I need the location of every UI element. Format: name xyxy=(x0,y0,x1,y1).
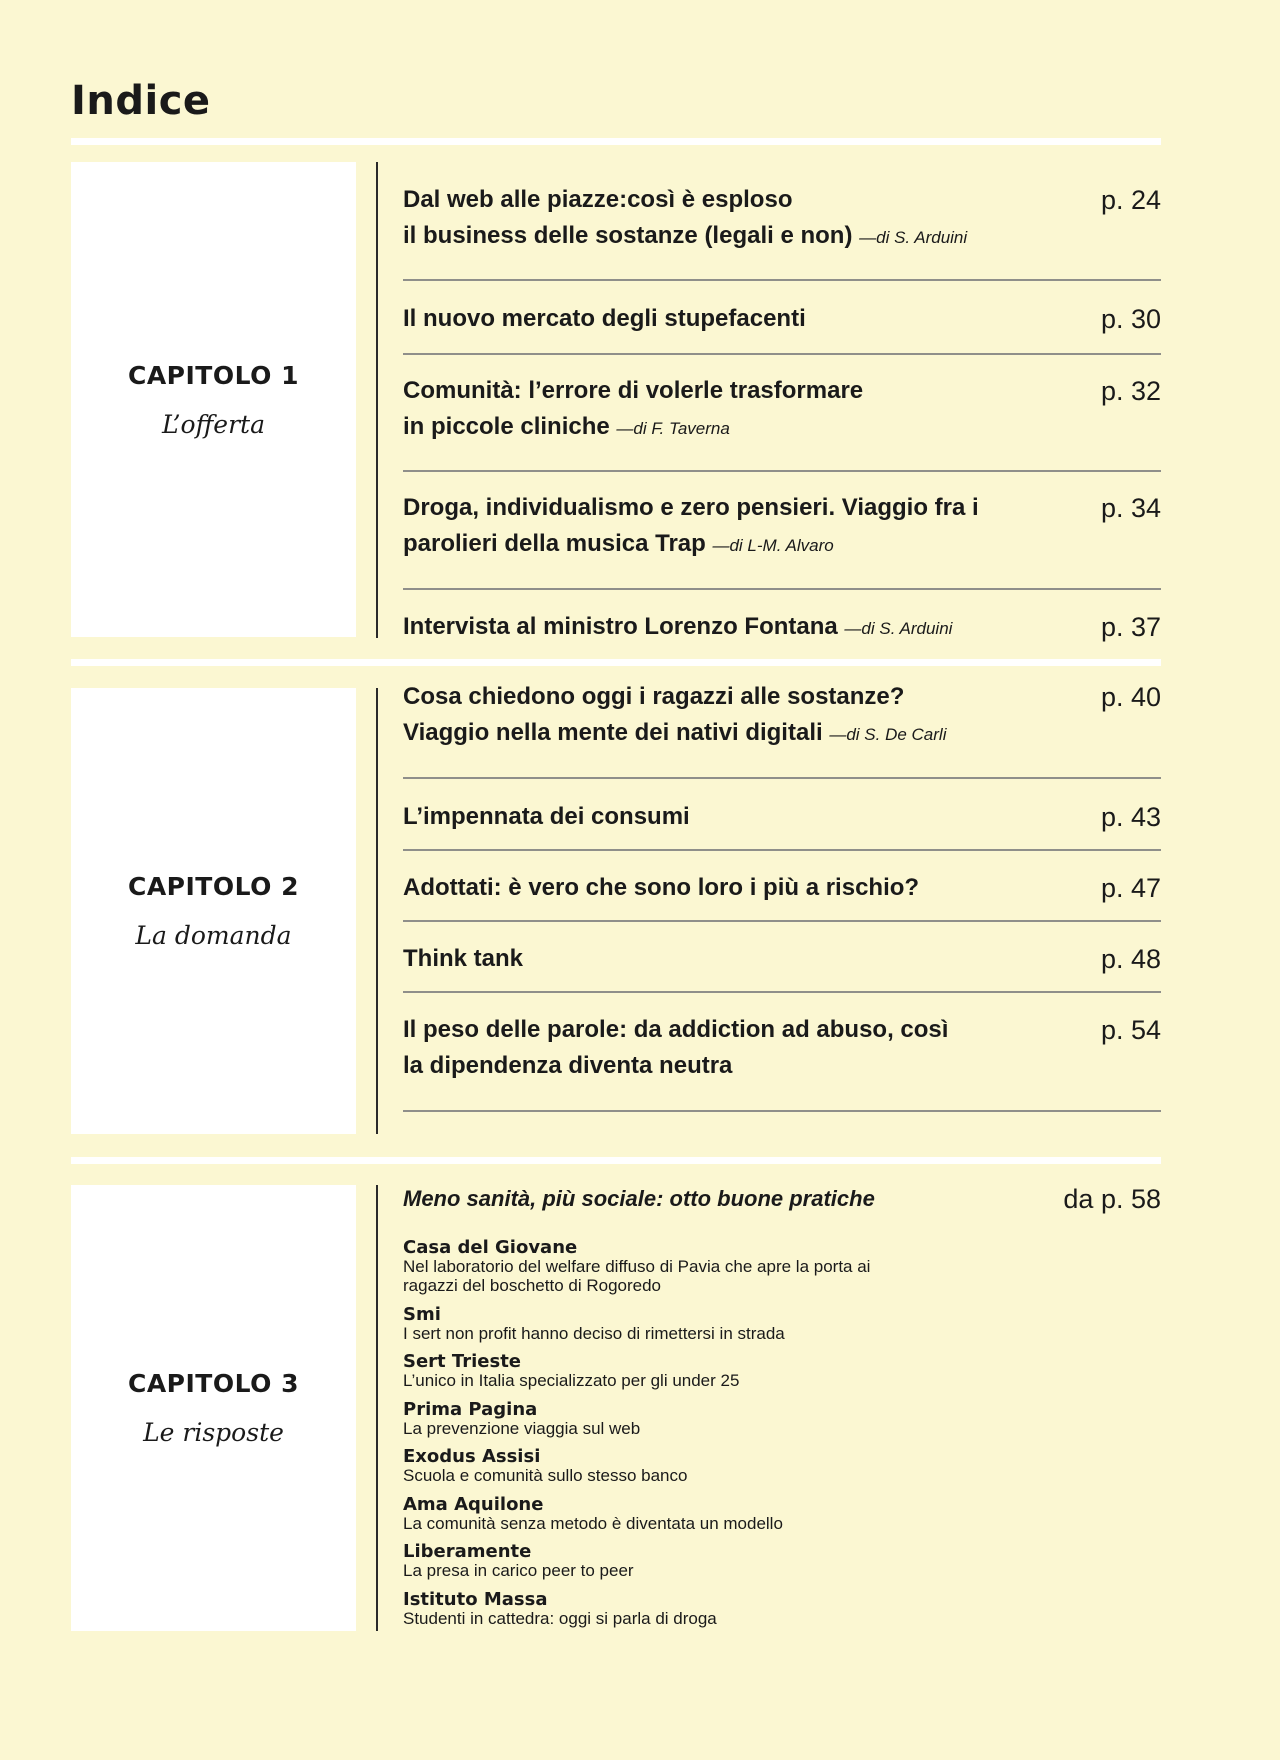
entry-title: Dal web alle piazze:così è esploso il business delle sostanze (legali e non) —di S. Arduini xyxy=(403,186,968,249)
entry-page-number: p. 54 xyxy=(1100,1015,1161,1045)
practice-description: ragazzi del boschetto di Rogoredo xyxy=(403,1276,661,1295)
entry-page-number: p. 32 xyxy=(1100,376,1161,406)
entry-separator xyxy=(403,353,1161,355)
entry-title: L’impennata dei consumi xyxy=(403,803,690,830)
toc-entry[interactable] xyxy=(403,799,1161,835)
entry-title: Adottati: è vero che sono loro i più a rischio? xyxy=(403,874,920,901)
entry-separator xyxy=(403,777,1161,779)
chapter-box xyxy=(71,688,356,1134)
entry-separator xyxy=(403,849,1161,851)
practice-description: La presa in carico peer to peer xyxy=(403,1561,634,1580)
practice-item[interactable] xyxy=(403,1590,1023,1628)
practice-name: Casa del Giovane xyxy=(403,1237,578,1258)
practice-description: I sert non profit hanno deciso di rimettersi in strada xyxy=(403,1324,785,1343)
section-heading[interactable] xyxy=(403,1182,1161,1216)
practice-item[interactable] xyxy=(403,1495,1023,1533)
toc-entry[interactable] xyxy=(403,941,1161,977)
entry-author: —di S. Arduini xyxy=(859,228,968,247)
entry-title: Droga, individualismo e zero pensieri. Viaggio fra i parolieri della musica Trap —di L-M. Alvaro xyxy=(403,494,979,557)
practice-description: L’unico in Italia specializzato per gli under 25 xyxy=(403,1371,740,1390)
chapter-subtitle: L’offerta xyxy=(161,409,265,439)
practice-description: Scuola e comunità sullo stesso banco xyxy=(403,1466,688,1485)
practice-item[interactable] xyxy=(403,1352,1023,1390)
toc-entry[interactable] xyxy=(403,679,1161,753)
entry-page-number: p. 40 xyxy=(1100,682,1161,712)
practice-name: Liberamente xyxy=(403,1541,532,1562)
vertical-divider xyxy=(376,162,378,638)
practice-name: Prima Pagina xyxy=(403,1399,538,1420)
entry-author: —di F. Taverna xyxy=(616,419,730,438)
entry-separator xyxy=(403,470,1161,472)
practice-item[interactable] xyxy=(403,1305,1023,1343)
entry-page-number: p. 43 xyxy=(1100,802,1161,832)
page-title: Indice xyxy=(71,78,211,124)
entry-separator xyxy=(403,920,1161,922)
entry-page-number: p. 34 xyxy=(1100,493,1161,523)
chapter-subtitle: Le risposte xyxy=(143,1418,284,1447)
chapter-box xyxy=(71,162,356,637)
practice-item[interactable] xyxy=(403,1238,1023,1295)
toc-entry[interactable] xyxy=(403,1012,1161,1084)
divider-rule xyxy=(71,659,1161,666)
entry-page-number: p. 48 xyxy=(1100,944,1161,974)
entry-author: —di L-M. Alvaro xyxy=(712,536,834,555)
entry-page-number: p. 24 xyxy=(1100,185,1161,215)
entry-title: Il nuovo mercato degli stupefacenti xyxy=(403,305,806,332)
vertical-divider xyxy=(376,1185,378,1631)
toc-entry[interactable] xyxy=(403,182,1161,256)
chapter-number: CAPITOLO 1 xyxy=(127,360,299,390)
entry-separator xyxy=(403,1110,1161,1112)
toc-entry[interactable] xyxy=(403,373,1161,447)
entry-title: Intervista al ministro Lorenzo Fontana —di S. Arduini xyxy=(403,613,953,640)
practice-description: Nel laboratorio del welfare diffuso di Pavia che apre la porta ai xyxy=(403,1257,871,1276)
practice-name: Smi xyxy=(403,1304,441,1325)
entry-title: Il peso delle parole: da addiction ad abuso, così la dipendenza diventa neutra xyxy=(403,1016,949,1079)
toc-entry[interactable] xyxy=(403,609,1161,647)
entry-author: —di S. Arduini xyxy=(844,619,953,638)
section-page-number: da p. 58 xyxy=(1063,1184,1161,1214)
entry-title: Comunità: l’errore di volerle trasformare in piccole cliniche —di F. Taverna xyxy=(403,377,864,440)
entry-page-number: p. 37 xyxy=(1100,612,1161,642)
practice-item[interactable] xyxy=(403,1400,1023,1438)
section-title: Meno sanità, più sociale: otto buone pratiche xyxy=(403,1186,875,1211)
practice-description: La comunità senza metodo è diventata un modello xyxy=(403,1514,783,1533)
practice-name: Istituto Massa xyxy=(403,1589,548,1610)
practice-name: Ama Aquilone xyxy=(403,1494,544,1515)
toc-entry[interactable] xyxy=(403,490,1161,564)
toc-entry[interactable] xyxy=(403,301,1161,337)
practice-description: La prevenzione viaggia sul web xyxy=(403,1419,641,1438)
entry-separator xyxy=(403,991,1161,993)
chapter-subtitle: La domanda xyxy=(135,921,292,950)
entry-author: —di S. De Carli xyxy=(829,725,947,744)
entry-separator xyxy=(403,588,1161,590)
vertical-divider xyxy=(376,688,378,1134)
chapter-box xyxy=(71,1185,356,1631)
practice-name: Exodus Assisi xyxy=(403,1446,541,1467)
divider-rule xyxy=(71,138,1161,145)
toc-entry[interactable] xyxy=(403,870,1161,906)
chapter-number: CAPITOLO 3 xyxy=(127,1369,299,1398)
entry-separator xyxy=(403,279,1161,281)
entry-page-number: p. 30 xyxy=(1100,304,1161,334)
practice-name: Sert Trieste xyxy=(403,1351,522,1372)
entry-page-number: p. 47 xyxy=(1100,873,1161,903)
practice-item[interactable] xyxy=(403,1542,1023,1580)
entry-title: Think tank xyxy=(403,945,524,972)
divider-rule xyxy=(71,1157,1161,1164)
practice-description: Studenti in cattedra: oggi si parla di droga xyxy=(403,1609,717,1628)
entry-title: Cosa chiedono oggi i ragazzi alle sostanze? Viaggio nella mente dei nativi digitali —di S. De Carli xyxy=(403,683,947,746)
practice-item[interactable] xyxy=(403,1447,1023,1485)
chapter-number: CAPITOLO 2 xyxy=(127,872,299,901)
